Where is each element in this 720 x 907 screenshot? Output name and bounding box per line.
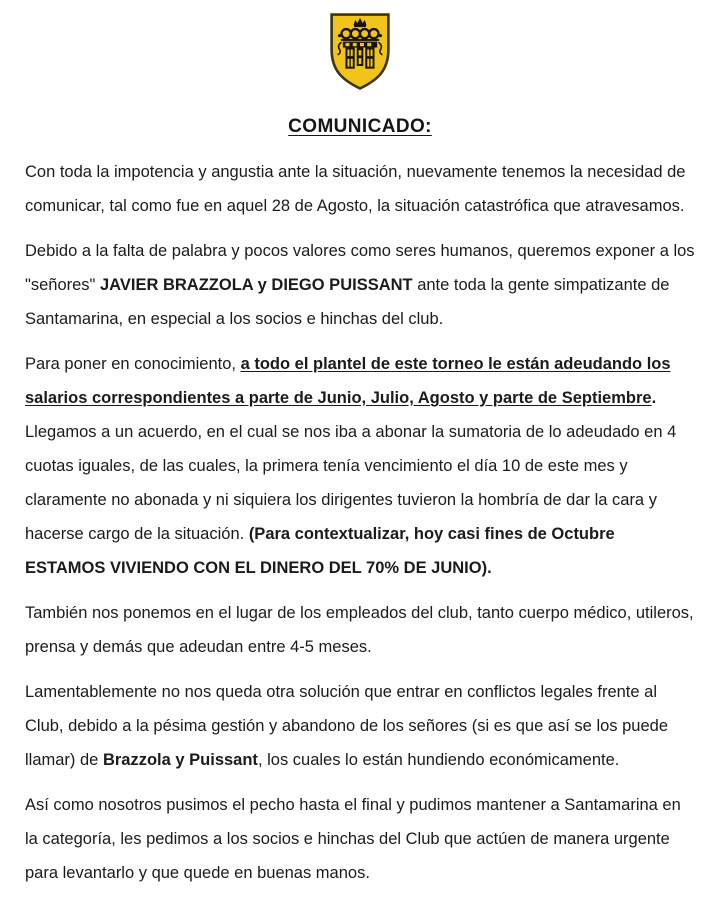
emphasized-text: a todo el plantel de este torneo le están adeudando los salarios correspondientes a parte de Junio, Julio, Agosto y parte de Septiembre bbox=[25, 355, 671, 407]
paragraph bbox=[25, 596, 695, 664]
document-body bbox=[0, 155, 720, 890]
club-crest-shield-icon bbox=[327, 11, 393, 92]
paragraph bbox=[25, 347, 695, 585]
club-crest bbox=[0, 0, 720, 92]
text-run: Con toda la impotencia y angustia ante la situación, nuevamente tenemos la necesidad de comunicar, tal como fue en aquel 28 de Agosto, la situación catastrófica que atravesamos. bbox=[25, 163, 686, 215]
text-run: Así como nosotros pusimos el pecho hasta el final y pudimos mantener a Santamarina en la categoría, les pedimos a los socios e hinchas del Club que actúen de manera urgente para levantarlo y que quede en buenas manos. bbox=[25, 796, 681, 882]
text-run: ante toda la gente simpatizante de Santamarina, en especial a los socios e hinchas del club. bbox=[25, 276, 670, 328]
paragraph bbox=[25, 234, 695, 336]
paragraph bbox=[25, 675, 695, 777]
paragraph bbox=[25, 788, 695, 890]
text-run: Debido a la falta de palabra y pocos valores como seres humanos, queremos exponer a los "señores" bbox=[25, 242, 695, 294]
text-run: Para poner en conocimiento, bbox=[25, 355, 241, 373]
emphasized-text: . bbox=[651, 389, 657, 407]
paragraph bbox=[25, 155, 695, 223]
text-run: También nos ponemos en el lugar de los empleados del club, tanto cuerpo médico, utileros, prensa y demás que adeudan entre 4-5 meses. bbox=[25, 604, 694, 656]
page-title: COMUNICADO: bbox=[288, 116, 432, 137]
emphasized-text: (Para contextualizar, hoy casi fines de Octubre ESTAMOS VIVIENDO CON EL DINERO DEL 70% DE JUNIO). bbox=[25, 525, 615, 577]
text-run: , los cuales lo están hundiendo económicamente. bbox=[257, 751, 620, 769]
emphasized-text: Brazzola y Puissant bbox=[102, 751, 258, 769]
emphasized-text: JAVIER BRAZZOLA y DIEGO PUISSANT bbox=[100, 276, 413, 294]
text-run: Llegamos a un acuerdo, en el cual se nos iba a abonar la sumatoria de lo adeudado en 4 cuotas iguales, de las cuales, la primera tenía vencimiento el día 10 de este mes y claramente no abonada y ni siquiera los dirigentes tuvieron la hombría de dar la cara y hacerse cargo de la situación. bbox=[25, 423, 677, 543]
text-run: Lamentablemente no nos queda otra solución que entrar en conflictos legales frente al Club, debido a la pésima gestión y abandono de los señores (si es que así se los puede llamar) de bbox=[25, 683, 669, 769]
